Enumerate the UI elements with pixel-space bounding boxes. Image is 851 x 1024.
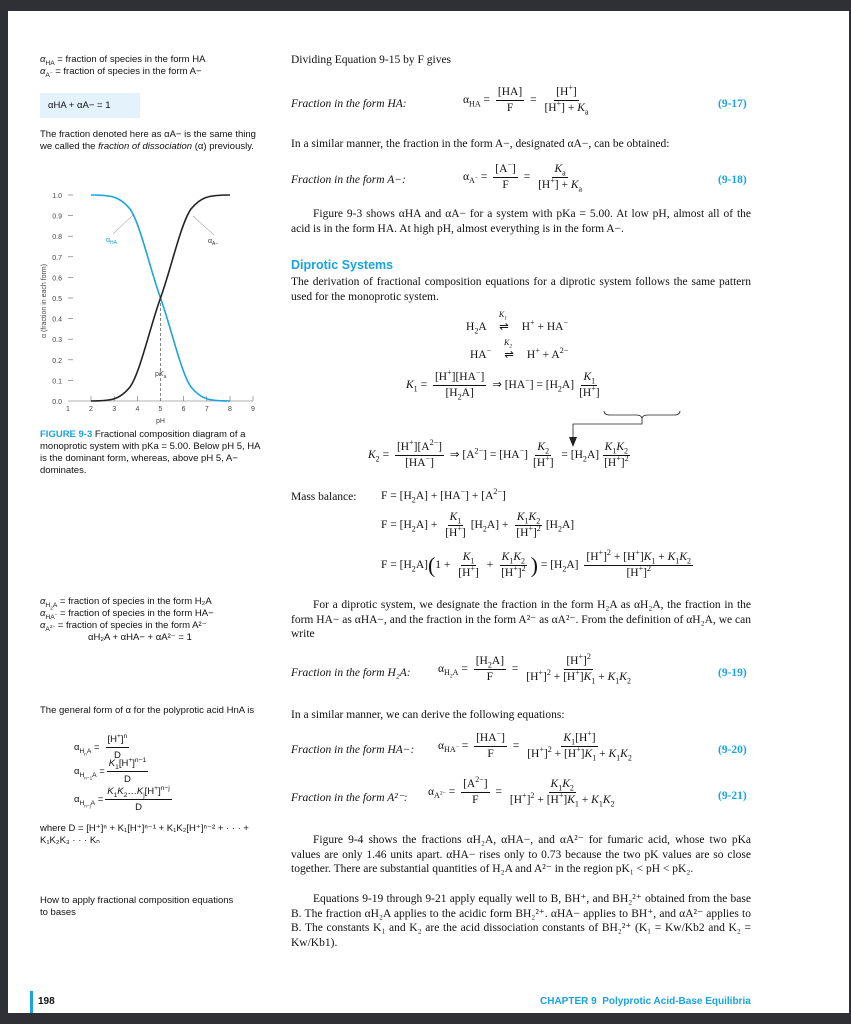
svg-text:3: 3: [112, 406, 117, 413]
diprotic-intro-text: The derivation of fractional composition equations for a diprotic system follows the same pattern used for the monoprotic system.: [291, 276, 751, 303]
mass-balance-eq-2: $F = [H_2A]$ + $\frac{K_1}{[H^+]}$ $[H_2A]$ + $\frac{K_1K_2}{[H^+]^2}$ $[H_2A]$: [381, 511, 575, 539]
eq-9-19-label: Fraction in the form H₂A:: [291, 667, 411, 679]
eq-9-18-label: Fraction in the form A−:: [291, 174, 406, 186]
x-axis-label: pH: [156, 418, 165, 425]
eq-9-21-number: (9-21): [718, 790, 747, 802]
alpha-ha-label: $\alpha_{HA}$: [106, 237, 117, 246]
alpha-sum-box: αHA + αA− = 1: [40, 93, 140, 118]
bases-margin-note: How to apply fractional composition equations to bases: [40, 895, 234, 918]
figure-9-3-chart: [38, 189, 273, 429]
similar-manner-text-1: In a similar manner, the fraction in the form A−, designated αA−, can be obtained:: [291, 138, 670, 150]
svg-text:1.0: 1.0: [52, 193, 62, 200]
svg-text:0.9: 0.9: [52, 213, 62, 221]
svg-text:2: 2: [89, 406, 93, 413]
svg-text:0.5: 0.5: [52, 296, 62, 303]
svg-text:8: 8: [228, 406, 232, 413]
alpha-definitions: [40, 54, 280, 78]
diprotic-alpha-definitions: [40, 596, 280, 644]
general-form-equations: $\alpha_{H_nA}$ = $\frac{[H^+]^n}{D}$ $\alpha_{H_{n-1}A}$ = $\frac{K_1[H^+]^{n-1}}{D}$ $\alpha_{H_{n-j}A}$ = $\frac{K_1K_2\dots K_j[H^+]^{n-j}}{D}$: [74, 732, 170, 813]
svg-text:0.7: 0.7: [52, 254, 62, 262]
eq-9-17-number: (9-17): [718, 98, 747, 110]
y-axis-ticks: [52, 193, 62, 406]
svg-text:7: 7: [204, 406, 209, 413]
definition-alpha-ha-minus: $\alpha_{HA^-}$ = fraction of species in the form HA−: [40, 608, 214, 622]
fraction-dissociation-note: The fraction denoted here as αA− is the same thing we called the fraction of dissociation (α) previously.: [40, 129, 256, 152]
running-footer: CHAPTER 9 Polyprotic Acid-Base Equilibria: [540, 996, 751, 1007]
k2-expression: $K_2$ = $\frac{[H^+][A^{2-}]}{[HA^-]}$ ⇒ $[A^{2-}] = [HA^-]$ $\frac{K_2}{[H^+]}$ = $[H_2A]$ $\frac{K_1K_2}{[H^+]^2}$: [368, 438, 629, 469]
general-form-intro: The general form of α for the polyprotic acid HnA is: [40, 705, 255, 716]
eq-9-18-number: (9-18): [718, 174, 747, 186]
similar-manner-text-2: In a similar manner, we can derive the following equations:: [291, 709, 565, 721]
bases-paragraph: Equations 9-19 through 9-21 apply equally well to B, BH⁺, and BH₂²⁺ obtained from the base B. The fraction αH₂A applies to the acidic form BH₂²⁺. αHA− applies to BH⁺, and αA²⁻ applies to B. The constants K₁ and K₂ are the acid dissociation constants of BH₂²⁺ (K₁ = Kw/Kb2 and K₂ = Kw/Kb1).: [291, 893, 751, 949]
mass-balance-eq-3: $F = [H_2A](1$ + $\frac{K_1}{[H^+]}$ + $\frac{K_1K_2}{[H^+]^2}$ ) = $[H_2A]$ $\frac{[H^+]^2 + [H^+]K_1 + K_1K_2}{[H^+]^2}$: [381, 548, 692, 579]
eq-9-17: $\alpha_{HA}$ = $\frac{[HA]}{F}$ = $\frac{[H^+]}{[H^+] + K_a}$: [463, 83, 589, 117]
figure-9-3-caption: FIGURE 9-3 Fractional composition diagram of a monoprotic system with pKa = 5.00. Below pH 5, HA is the dominant form, whereas, above pH 5, A− dominates.: [40, 429, 260, 476]
page-number: 198: [38, 996, 55, 1007]
page-number-bar: [30, 991, 33, 1013]
figure-9-3-paragraph: Figure 9-3 shows αHA and αA− for a system with pKa = 5.00. At low pH, almost all of the acid is in the form HA. At high pH, almost everything is in the form A−.: [291, 208, 751, 235]
eq-9-20: $\alpha_{HA^-}$ = $\frac{[HA^-]}{F}$ = $\frac{K_1[H^+]}{[H^+]^2 + [H^+]K_1 + K_1K_2}$: [438, 729, 632, 763]
x-axis-ticks: [66, 406, 255, 413]
svg-text:0.4: 0.4: [52, 316, 62, 324]
alpha-a-label: $\alpha_{A-}$: [208, 238, 219, 247]
eq-9-21: $\alpha_{A^{2-}}$ = $\frac{[A^{2-}]}{F}$ = $\frac{K_1K_2}{[H^+]^2 + [H^+]K_1 + K_1K_2}$: [428, 775, 615, 809]
general-form-denominator: where D = [H⁺]ⁿ + K₁[H⁺]ⁿ⁻¹ + K₁K₂[H⁺]ⁿ⁻² + · · · + K₁K₂K₃ · · · Kₙ: [40, 823, 249, 846]
mass-balance-eq-1: $F = [H_2A] + [HA^-] + [A^{2-}]$: [381, 487, 506, 505]
eq-9-20-number: (9-20): [718, 744, 747, 756]
svg-text:6: 6: [181, 406, 186, 413]
svg-text:0.3: 0.3: [52, 337, 62, 345]
diprotic-alpha-sum: αH₂A + αHA− + αA²⁻ = 1: [88, 632, 192, 644]
svg-text:0.2: 0.2: [52, 357, 62, 365]
svg-text:9: 9: [251, 406, 255, 413]
textbook-page: [8, 11, 849, 1013]
equilibrium-2: HA− $K_2$ ⇌ $H^+ + A^{2-}$: [470, 338, 569, 361]
svg-text:1: 1: [66, 406, 70, 413]
eq-9-17-label: Fraction in the form HA:: [291, 98, 407, 110]
k1-expression: $K_1$ = $\frac{[H^+][HA^-]}{[H_2A]}$ ⇒ $[HA^-] = [H_2A]$ $\frac{K_1}{[H^+]}$: [406, 368, 600, 402]
eq-9-19-number: (9-19): [718, 667, 747, 679]
definition-alpha-a2: $\alpha_{A^{2-}}$ = fraction of species in the form A²⁻: [40, 620, 207, 634]
equilibrium-1: $H_2A$ $K_1$ ⇌ H+ + HA−: [466, 310, 569, 336]
definition-alpha-ha: $\alpha_{HA}$ = fraction of species in the form HA: [40, 54, 206, 67]
fumaric-acid-paragraph: Figure 9-4 shows the fractions αH₂A, αHA−, and αA²⁻ for fumaric acid, whose two pKa values are only 1.46 units apart. αHA− rises only to 0.73 because the two pK values are so close together. There are substantial quantities of H₂A and A²⁻ in the region pK₁ < pH < pK₂.: [291, 834, 751, 875]
svg-text:0.0: 0.0: [52, 399, 62, 406]
definition-alpha-a: $\alpha_{A^-}$ = fraction of species in the form A−: [40, 66, 202, 79]
mass-balance-label: Mass balance:: [291, 491, 357, 503]
eq-9-18: $\alpha_{A^-}$ = $\frac{[A^-]}{F}$ = $\frac{K_a}{[H^+] + K_a}$: [463, 160, 583, 194]
svg-text:0.1: 0.1: [52, 378, 62, 386]
intro-text: Dividing Equation 9-15 by F gives: [291, 54, 452, 66]
pka-label: $pK_a$: [155, 371, 167, 380]
eq-9-19: $\alpha_{H_2A}$ = $\frac{[H_2A]}{F}$ = $\frac{[H^+]^2}{[H^+]^2 + [H^+]K_1 + K_1K_2}$: [438, 652, 631, 686]
section-heading-diprotic: Diprotic Systems: [291, 258, 394, 272]
svg-text:0.8: 0.8: [52, 234, 62, 242]
svg-text:0.6: 0.6: [52, 275, 62, 283]
svg-text:4: 4: [135, 406, 140, 413]
y-axis-label: α (fraction in each form): [41, 263, 48, 339]
eq-9-21-label: Fraction in the form A²⁻:: [291, 792, 408, 804]
diprotic-definitions-paragraph: For a diprotic system, we designate the fraction in the form H₂A as αH₂A, the fraction in the form HA− as αHA−, and the fraction in the form A²⁻ as αA²⁻. From the definition of αH₂A, we can write: [291, 599, 751, 640]
definition-alpha-h2a: $\alpha_{H_2A}$ = fraction of species in the form H₂A: [40, 596, 212, 611]
eq-9-20-label: Fraction in the form HA−:: [291, 744, 415, 756]
svg-text:5: 5: [158, 406, 163, 413]
